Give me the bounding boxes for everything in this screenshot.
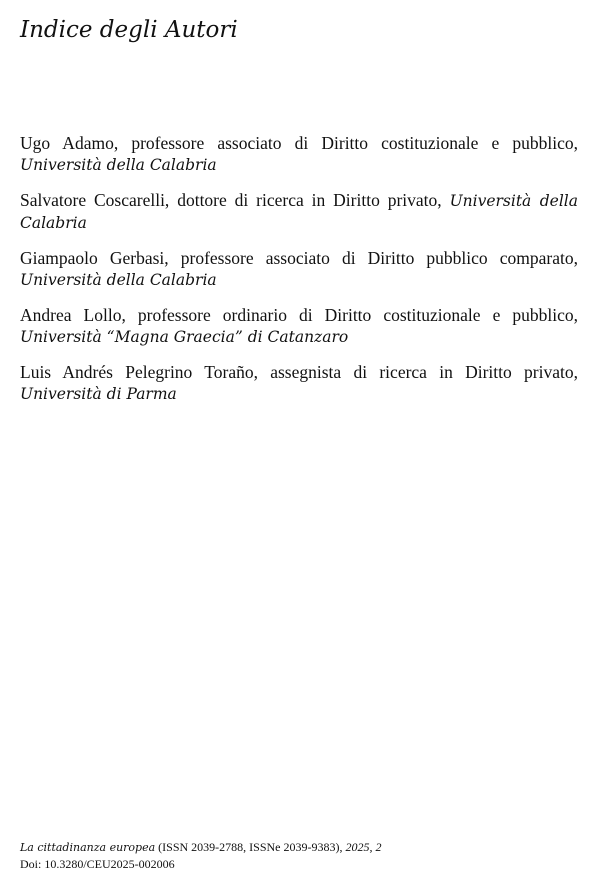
author-affiliation: Università di Parma — [20, 385, 177, 403]
author-name-role: Ugo Adamo, professore associato di Diritto costituzionale e pubblico, — [20, 133, 578, 153]
author-entry — [20, 248, 578, 291]
author-affiliation: Università della Calabria — [20, 192, 578, 232]
author-entry — [20, 133, 578, 176]
author-affiliation: Università della Calabria — [20, 156, 217, 174]
doi-line: Doi: 10.3280/CEU2025-002006 — [20, 857, 175, 871]
issue-number: 2025, 2 — [345, 840, 382, 854]
page-footer — [20, 839, 382, 872]
citation-line — [20, 839, 382, 856]
author-name-role: Luis Andrés Pelegrino Toraño, assegnista di ricerca in Diritto privato, — [20, 362, 578, 382]
issn-text: (ISSN 2039-2788, ISSNe 2039-9383), — [155, 840, 346, 854]
journal-name: La cittadinanza europea — [20, 841, 156, 854]
page-title: Indice degli Autori — [20, 17, 238, 43]
author-affiliation: Università della Calabria — [20, 271, 217, 289]
author-name-role: Andrea Lollo, professore ordinario di Diritto costituzionale e pubblico, — [20, 305, 578, 325]
author-name-role: Salvatore Coscarelli, dottore di ricerca in Diritto privato, — [20, 190, 442, 210]
authors-list — [20, 133, 578, 419]
author-affiliation: Università “Magna Graecia” di Catanzaro — [20, 328, 349, 346]
author-entry — [20, 305, 578, 348]
author-entry — [20, 362, 578, 405]
author-name-role: Giampaolo Gerbasi, professore associato di Diritto pubblico comparato, — [20, 248, 578, 268]
author-entry — [20, 190, 578, 234]
